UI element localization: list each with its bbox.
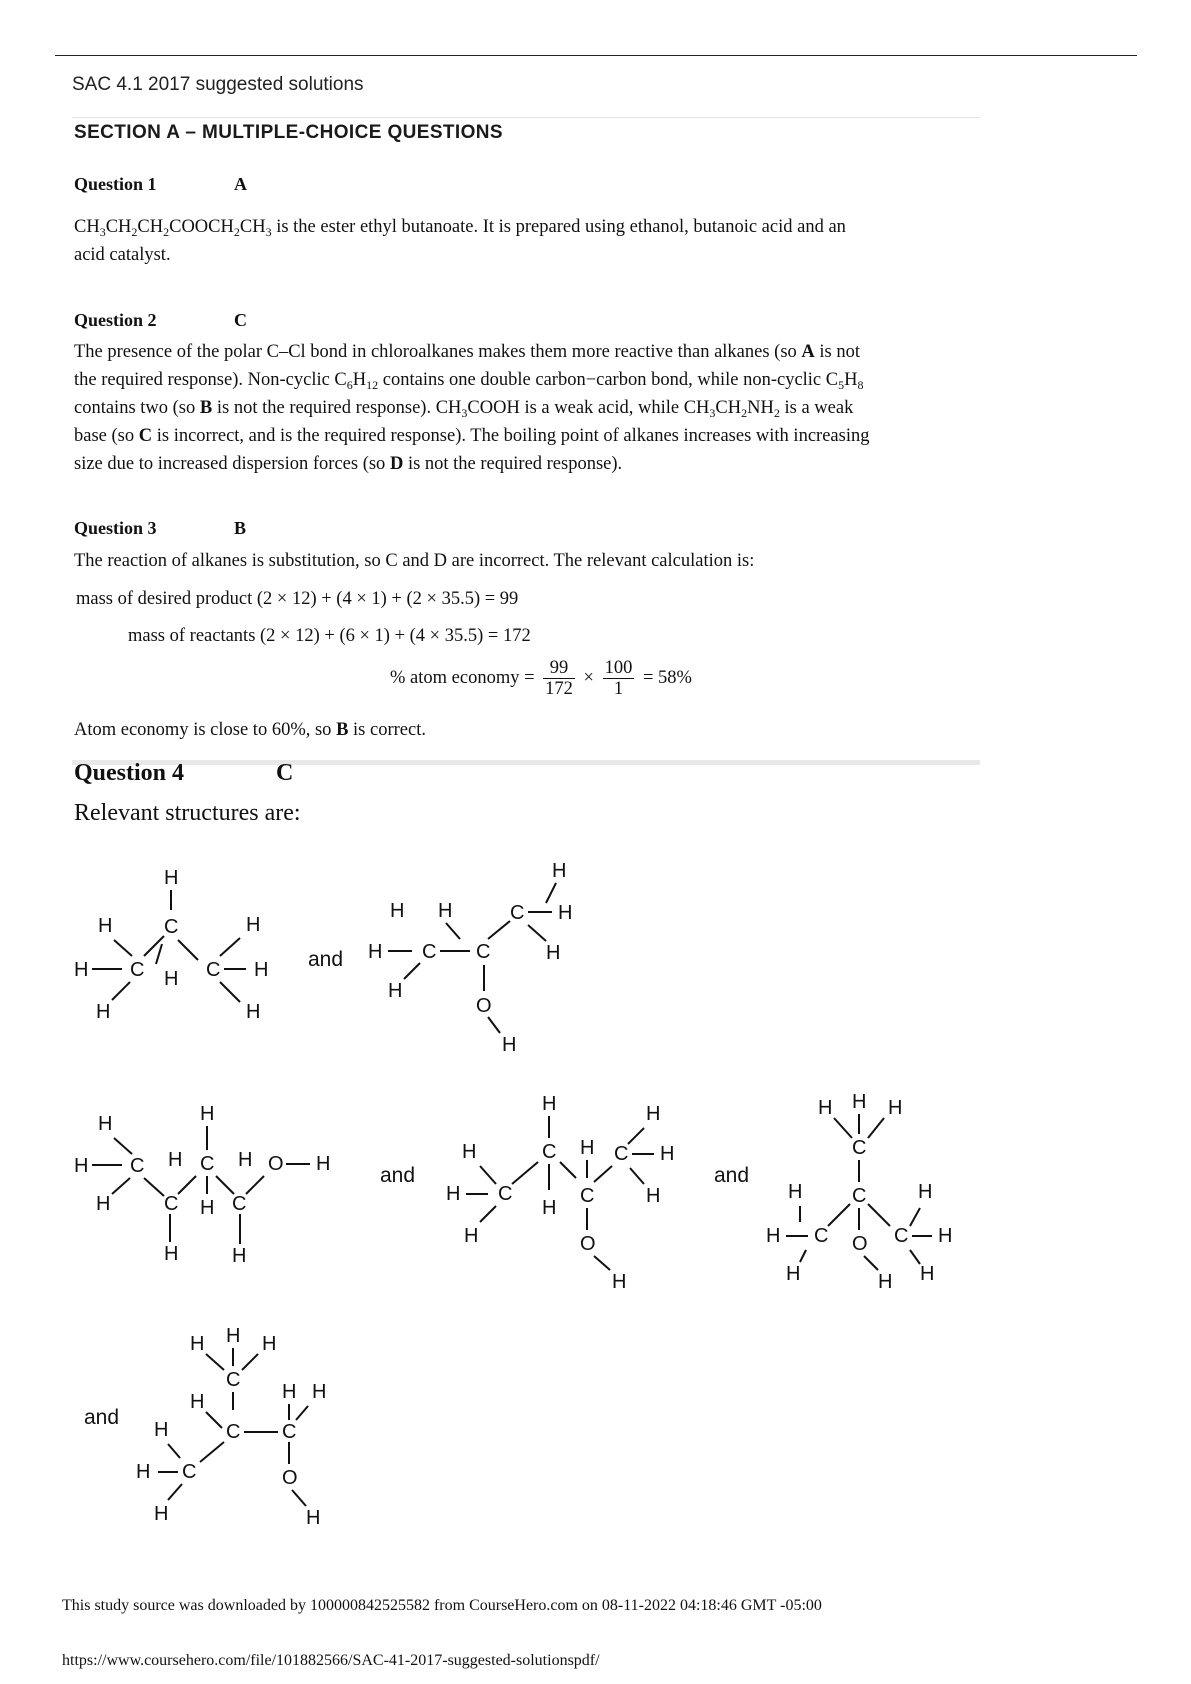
svg-text:C: C — [164, 1193, 179, 1215]
svg-text:C: C — [852, 1185, 867, 1207]
svg-text:H: H — [164, 968, 179, 990]
download-notice: This study source was downloaded by 100000842525582 from CourseHero.com on 08-11-2022 04:18:46 GMT -05:00 — [62, 1597, 822, 1614]
question-label: Question 4 — [74, 760, 185, 786]
svg-text:O: O — [476, 995, 492, 1017]
svg-text:H: H — [542, 1093, 557, 1115]
question-2-heading — [74, 310, 247, 331]
svg-text:C: C — [614, 1143, 629, 1165]
svg-text:C: C — [200, 1153, 215, 1175]
svg-text:C: C — [206, 959, 221, 981]
structure-1-diagram — [60, 860, 300, 1030]
question-label: Question 1 — [74, 174, 157, 194]
svg-text:H: H — [646, 1185, 661, 1207]
svg-text:H: H — [920, 1263, 935, 1285]
svg-text:H: H — [246, 1001, 261, 1023]
svg-text:H: H — [368, 941, 383, 963]
svg-text:H: H — [888, 1097, 903, 1119]
svg-text:H: H — [232, 1245, 247, 1267]
svg-text:H: H — [580, 1137, 595, 1159]
svg-text:H: H — [190, 1333, 205, 1355]
svg-text:C: C — [894, 1225, 909, 1247]
svg-text:H: H — [96, 1001, 111, 1023]
svg-text:C: C — [130, 1155, 145, 1177]
svg-text:H: H — [818, 1097, 833, 1119]
and-label: and — [714, 1164, 750, 1187]
svg-text:H: H — [238, 1149, 253, 1171]
svg-text:H: H — [878, 1271, 893, 1290]
question-4-subtitle: Relevant structures are: — [74, 800, 301, 826]
svg-text:H: H — [462, 1141, 477, 1163]
svg-text:H: H — [98, 915, 113, 937]
svg-text:H: H — [164, 1243, 179, 1265]
svg-text:H: H — [388, 980, 403, 1002]
svg-text:H: H — [786, 1263, 801, 1285]
structure-6-diagram — [130, 1320, 360, 1540]
and-label: and — [380, 1164, 416, 1187]
question-1-heading — [74, 174, 247, 195]
question-4-rule — [72, 760, 980, 765]
svg-text:C: C — [852, 1137, 867, 1159]
svg-text:H: H — [200, 1103, 215, 1125]
svg-text:C: C — [580, 1185, 595, 1207]
svg-text:H: H — [390, 900, 405, 922]
question-4-heading — [74, 760, 294, 787]
svg-text:H: H — [502, 1034, 517, 1055]
top-rule — [55, 55, 1137, 56]
equation-desired-product: mass of desired product (2 × 12) + (4 × 1) + (2 × 35.5) = 99 — [76, 589, 519, 609]
question-answer: C — [234, 310, 247, 330]
structure-2-diagram — [360, 855, 600, 1055]
svg-text:C: C — [226, 1369, 241, 1391]
svg-text:H: H — [660, 1143, 675, 1165]
question-1-explanation: $CH_3CH_2CH_2COOCH_2CH_3$ is the ester ethyl butanoate. It is prepared using ethanol, butanoic acid and an acid catalyst. — [74, 217, 846, 265]
svg-text:H: H — [788, 1181, 803, 1203]
svg-text:H: H — [852, 1091, 867, 1113]
svg-text:O: O — [268, 1153, 284, 1175]
svg-text:H: H — [254, 959, 269, 981]
and-label: and — [84, 1406, 120, 1429]
svg-text:H: H — [154, 1419, 169, 1441]
svg-text:O: O — [282, 1467, 298, 1489]
question-answer: C — [276, 760, 294, 786]
svg-text:C: C — [182, 1461, 197, 1483]
svg-text:O: O — [852, 1233, 868, 1255]
source-url[interactable]: https://www.coursehero.com/file/101882566/SAC-41-2017-suggested-solutionspdf/ — [62, 1652, 600, 1669]
svg-text:C: C — [498, 1183, 513, 1205]
svg-text:H: H — [168, 1149, 183, 1171]
question-2-explanation: The presence of the polar C–Cl bond in chloroalkanes makes them more reactive than alkanes (so A is not the required response). Non-cyclic $C_6H_{12}$ contains one double carbon−carbon bond, while non-cyclic $C_5H_8$ contains two (so B is not the required response). $CH_3COOH$ is a weak acid, while $CH_3CH_2NH_2$ is a weak base (so C is incorrect, and is the required response). The boiling point of alkanes increases with increasing size due to increased dispersion forces (so D is not the required response). — [74, 342, 870, 474]
question-3-conclusion: Atom economy is close to 60%, so B is correct. — [74, 720, 426, 740]
svg-text:H: H — [546, 942, 561, 964]
svg-text:H: H — [612, 1271, 627, 1290]
svg-text:H: H — [96, 1193, 111, 1215]
svg-text:C: C — [542, 1141, 557, 1163]
svg-text:C: C — [422, 941, 437, 963]
svg-text:C: C — [510, 902, 525, 924]
svg-text:H: H — [200, 1197, 215, 1219]
fraction-100-1: $\frac{100}{1}$ — [604, 658, 633, 699]
svg-text:C: C — [232, 1193, 247, 1215]
svg-text:H: H — [316, 1153, 331, 1175]
question-label: Question 3 — [74, 518, 157, 538]
section-rule — [72, 117, 980, 118]
question-3-heading — [74, 518, 247, 539]
and-label: and — [308, 948, 344, 971]
section-heading: SECTION A – MULTIPLE-CHOICE QUESTIONS — [74, 122, 503, 143]
svg-text:C: C — [282, 1421, 297, 1443]
svg-text:H: H — [98, 1113, 113, 1135]
svg-text:H: H — [542, 1197, 557, 1219]
fraction-99-172: $\frac{99}{172}$ — [545, 658, 573, 699]
svg-text:H: H — [312, 1381, 327, 1403]
svg-text:O: O — [580, 1233, 596, 1255]
svg-text:C: C — [164, 916, 179, 938]
svg-text:H: H — [464, 1225, 479, 1247]
question-answer: A — [234, 174, 247, 194]
svg-text:H: H — [136, 1461, 151, 1483]
svg-text:H: H — [446, 1183, 461, 1205]
svg-text:C: C — [130, 959, 145, 981]
svg-text:H: H — [190, 1391, 205, 1413]
svg-text:C: C — [476, 941, 491, 963]
svg-text:H: H — [918, 1181, 933, 1203]
svg-text:H: H — [552, 860, 567, 882]
document-title: SAC 4.1 2017 suggested solutions — [72, 74, 364, 95]
svg-text:H: H — [226, 1325, 241, 1347]
equation-atom-economy: % atom economy = $\frac{99}{172}$ × $\frac{100}{1}$ = 58% — [390, 658, 692, 699]
svg-text:H: H — [74, 959, 89, 981]
svg-text:H: H — [164, 867, 179, 889]
equation-reactants: mass of reactants (2 × 12) + (6 × 1) + (4 × 35.5) = 172 — [128, 626, 531, 646]
svg-text:H: H — [262, 1333, 277, 1355]
question-label: Question 2 — [74, 310, 157, 330]
question-3-intro: The reaction of alkanes is substitution, so C and D are incorrect. The relevant calculation is: — [74, 551, 755, 571]
svg-text:H: H — [306, 1507, 321, 1529]
svg-text:C: C — [226, 1421, 241, 1443]
svg-text:C: C — [814, 1225, 829, 1247]
svg-text:H: H — [766, 1225, 781, 1247]
svg-text:H: H — [558, 902, 573, 924]
svg-text:H: H — [646, 1103, 661, 1125]
svg-text:H: H — [938, 1225, 953, 1247]
svg-text:H: H — [438, 900, 453, 922]
svg-text:H: H — [246, 914, 261, 936]
svg-text:H: H — [282, 1381, 297, 1403]
structure-3-diagram — [60, 1090, 380, 1275]
svg-text:H: H — [74, 1155, 89, 1177]
structure-5-diagram — [760, 1090, 980, 1290]
svg-text:H: H — [154, 1503, 169, 1525]
question-answer: B — [234, 518, 247, 538]
structure-4-diagram — [440, 1090, 710, 1290]
